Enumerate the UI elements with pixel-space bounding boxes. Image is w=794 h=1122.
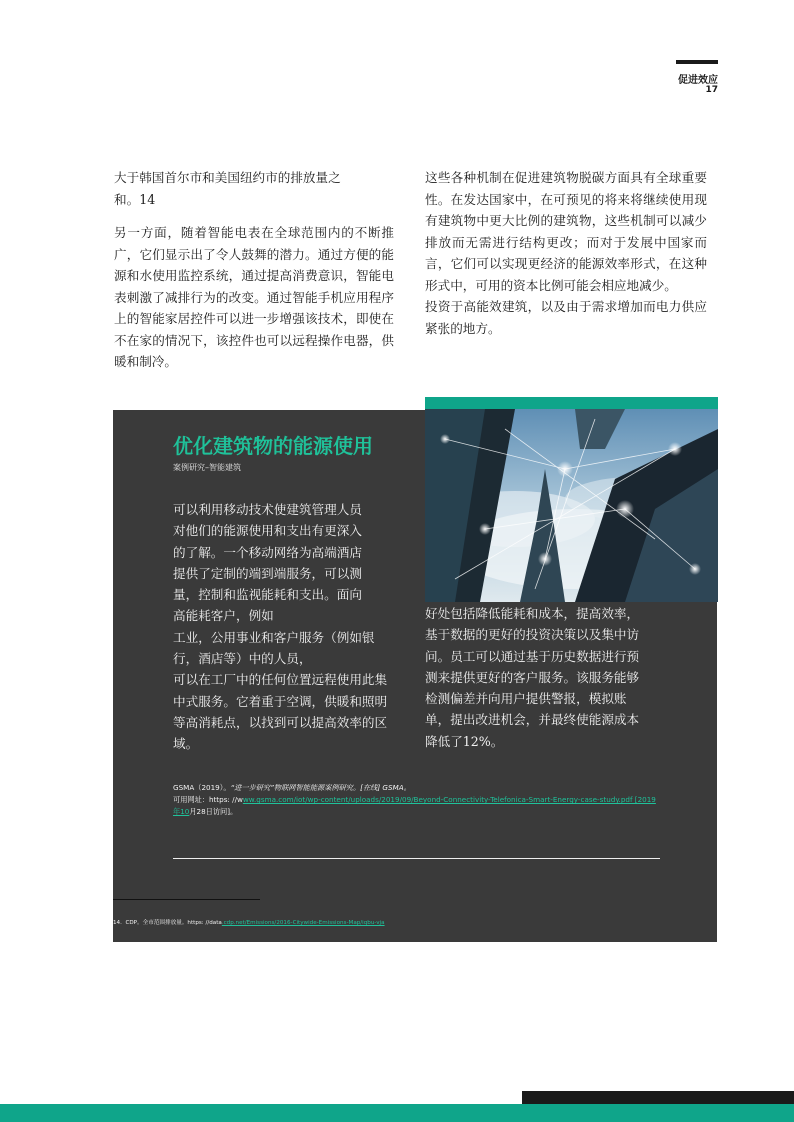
text-line: 可以在工厂中的任何位置远程使用此集 bbox=[173, 672, 388, 688]
page-number: 17 bbox=[705, 85, 718, 95]
footnote-number: 14. bbox=[113, 920, 122, 926]
text-line: 降低了12%。 bbox=[425, 733, 504, 749]
section-label: 促进效应 bbox=[678, 75, 718, 86]
source-access-label: 可用网址：https: //w bbox=[173, 795, 243, 804]
header-rule bbox=[676, 60, 718, 64]
paragraph-investment: 投资于高能效建筑，以及由于需求增加而电力供应紧张的地方。 bbox=[425, 299, 707, 336]
text-line: 提供了定制的端到端服务，可以测 bbox=[173, 565, 362, 581]
paragraph-mechanisms: 这些各种机制在促进建筑物脱碳方面具有全球重要性。在发达国家中，在可预见的将来将继续使用现有建筑物中更大比例的建筑物，这些机制可以减少排放而无需进行结构更改；而对于发展中国家而言，它们可以实现更经济的能源效率形式，在这种形式中，可用的资本比例可能会相应地减少。 bbox=[425, 170, 707, 293]
text-line: 基于数据的更好的投资决策以及集中访 bbox=[425, 627, 640, 643]
source-suffix: 月28日访问]。 bbox=[189, 807, 238, 816]
footnote-text: CDP。全市范围排放量。https: //data bbox=[125, 920, 222, 926]
footnote-link[interactable]: .cdp.net/Emissions/2016-Citywide-Emissions-Map/iqbu-vja bbox=[221, 920, 385, 926]
text-line: 的了解。一个移动网络为高端酒店 bbox=[173, 544, 362, 560]
case-study-right-text bbox=[425, 603, 693, 752]
footer-dark-bar bbox=[522, 1091, 794, 1104]
text-line: 可以利用移动技术使建筑管理人员 bbox=[173, 502, 362, 517]
text-line: 行，酒店等）中的人员， bbox=[173, 651, 312, 667]
source-prefix: GSMA（2019）。 bbox=[173, 783, 231, 792]
source-title: “进一步研究”物联网智能能源案例研究。[在线] GSMA。 bbox=[230, 783, 411, 792]
case-study-title: 优化建筑物的能源使用 bbox=[173, 434, 373, 458]
text-line: 问。员工可以通过基于历史数据进行预 bbox=[425, 648, 640, 664]
source-citation bbox=[173, 782, 663, 818]
paragraph-smart-meters: 另一方面，随着智能电表在全球范围内的不断推广，它们显示出了令人鼓舞的潜力。通过方便的能源和水使用监控系统，通过提高消费意识，智能电表刺激了减排行为的改变。通过智能手机应用程序上的智能家居控件可以进一步增强该技术，即使在不在家的情况下，该控件也可以远程操作电器，供暖和制冷。 bbox=[114, 225, 394, 369]
right-column bbox=[425, 167, 707, 339]
paragraph-continued bbox=[114, 167, 394, 210]
text-line: 对他们的能源使用和支出有更深入 bbox=[173, 523, 362, 539]
text-line: 好处包括降低能耗和成本，提高效率， bbox=[425, 606, 640, 621]
skyscrapers-photo bbox=[425, 409, 718, 602]
footer-teal-bar bbox=[0, 1104, 794, 1122]
left-column bbox=[114, 167, 394, 373]
text-line: 等高消耗点，以找到可以提高效率的区 bbox=[173, 714, 388, 730]
source-link[interactable]: ww.gsma.com/iot/wp-content/uploads/2019/09/Beyond-Connectivity-Telefonica-Smart-Energy-case-study.pdf [2019 bbox=[242, 795, 656, 804]
text-line: 域。 bbox=[173, 736, 199, 752]
footnote-rule bbox=[113, 899, 260, 900]
case-study-subtitle: 案例研究–智能建筑 bbox=[173, 463, 241, 472]
text-line: 高能耗客户，例如 bbox=[173, 608, 274, 624]
text-line: 量，控制和监视能耗和支出。面向 bbox=[173, 587, 362, 603]
case-study-divider bbox=[173, 858, 660, 859]
paragraph-line: 大于韩国首尔市和美国纽约市的排放量之 bbox=[114, 170, 341, 185]
text-line: 检测偏差并向用户提供警报，模拟账 bbox=[425, 691, 627, 707]
accent-strip bbox=[425, 397, 718, 409]
text-line: 单，提出改进机会，并最终使能源成本 bbox=[425, 712, 640, 728]
text-line: 中式服务。它着重于空调，供暖和照明 bbox=[173, 693, 388, 709]
case-study-left-text bbox=[173, 499, 413, 755]
text-line: 工业，公用事业和客户服务（例如银 bbox=[173, 629, 375, 645]
text-line: 测来提供更好的客户服务。该服务能够 bbox=[425, 669, 640, 685]
source-link-continued[interactable]: 年10 bbox=[173, 807, 190, 816]
footnote bbox=[113, 918, 385, 926]
paragraph-line: 和。14 bbox=[114, 191, 156, 207]
